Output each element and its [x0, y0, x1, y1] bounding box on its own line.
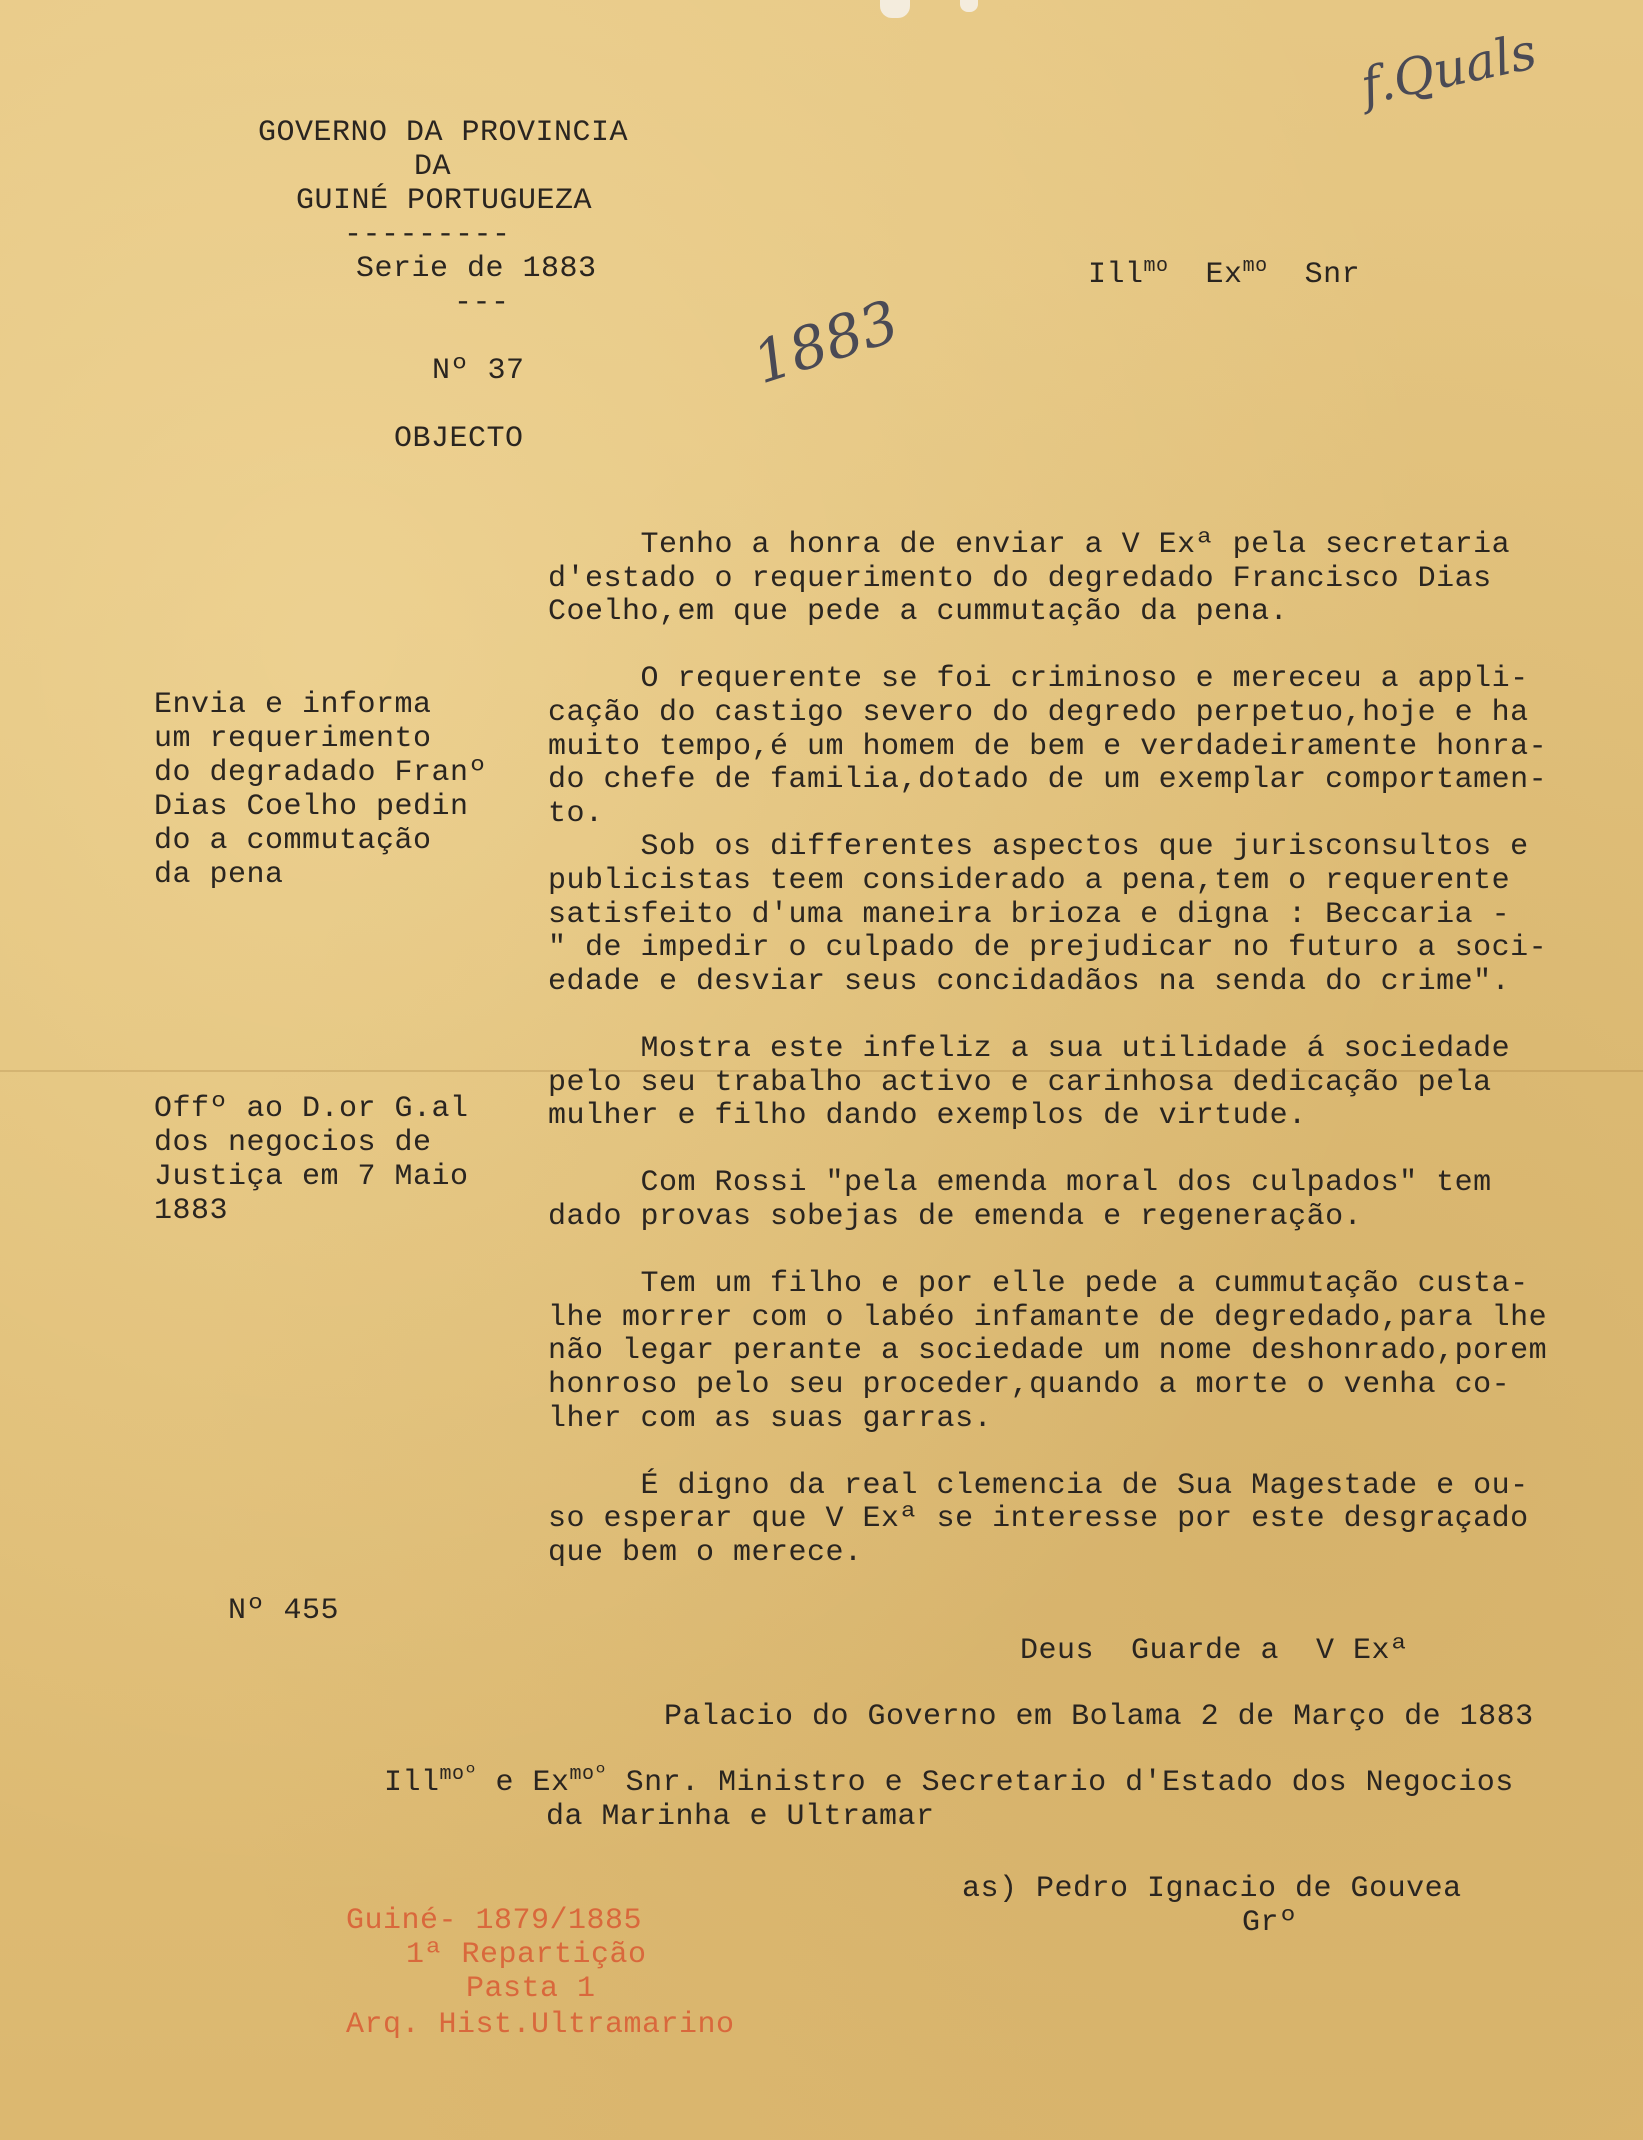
salutation: Ill$^{mo}$ $Ex^{mo}$ Snr [1088, 255, 1361, 292]
body-line: mulher e filho dando exemplos de virtude. [548, 1099, 1307, 1134]
addressee: Ill$^{moº}$ e $Ex^{moº}$ Snr. Ministro e Secretario d'Estado dos Negocios [384, 1763, 1514, 1800]
margin-summary-line: do degradado Franº [154, 756, 488, 790]
archive-stamp-line: Guiné- 1879/1885 [346, 1904, 643, 1938]
body-line: " de impedir o culpado de prejudicar no futuro a soci- [548, 931, 1548, 966]
document-number: Nº 37 [432, 354, 525, 388]
header-serie: Serie de 1883 [356, 252, 597, 286]
signatory-title: Grº [1242, 1906, 1298, 1940]
body-line: satisfeito d'uma maneira brioza e digna : Beccaria - [548, 897, 1511, 932]
paper-tear [880, 0, 910, 18]
place-date: Palacio do Governo em Bolama 2 de Março de 1883 [664, 1700, 1534, 1734]
margin-summary-line: um requerimento [154, 722, 432, 756]
body-line: Sob os differentes aspectos que jurisconsultos e [548, 830, 1529, 865]
margin-office-line: dos negocios de [154, 1126, 432, 1160]
body-line: do chefe de familia,dotado de um exemplar comportamen- [548, 763, 1548, 798]
body-line: O requerente se foi criminoso e mereceu a appli- [548, 662, 1529, 697]
header-da: DA [414, 150, 452, 184]
margin-office-line: Offº ao D.or G.al [154, 1092, 469, 1126]
body-line: publicistas teem considerado a pena,tem o requerente [548, 864, 1511, 898]
handwritten-year: 1883 [745, 286, 907, 398]
body-line: lhe morrer com o labéo infamante de degredado,para lhe [548, 1300, 1548, 1335]
body-line: edade e desviar seus concidadãos na senda do crime". [548, 964, 1511, 999]
deus-guarde: Deus Guarde a V Exª [1020, 1634, 1409, 1668]
body-line: Tenho a honra de enviar a V Exª pela secretaria [548, 528, 1511, 562]
body-line: so esperar que V Exª se interesse por este desgraçado [548, 1502, 1529, 1537]
body-line: honroso pelo seu proceder,quando a morte o venha co- [548, 1368, 1511, 1402]
body-line: to. [548, 796, 604, 831]
archive-stamp-line: Arq. Hist.Ultramarino [346, 2008, 735, 2042]
body-line: dado provas sobejas de emenda e regeneração. [548, 1200, 1363, 1234]
header-government: GOVERNO DA PROVINCIA [258, 116, 629, 150]
header-rule-short: --- [454, 286, 510, 320]
archive-stamp-line: 1ª Repartição [406, 1938, 647, 1972]
body-line: Com Rossi "pela emenda moral dos culpados" tem [548, 1166, 1492, 1201]
body-line: cação do castigo severo do degredo perpetuo,hoje e ha [548, 696, 1529, 730]
header-rule: --------- [344, 218, 511, 252]
archive-stamp-line: Pasta 1 [466, 1972, 596, 2006]
handwritten-signature: f.Quals [1355, 22, 1542, 116]
body-line: Coelho,em que pede a cummutação da pena. [548, 595, 1289, 630]
margin-summary-line: Envia e informa [154, 688, 432, 722]
body-line: muito tempo,é um homem de bem e verdadeiramente honra- [548, 729, 1548, 764]
margin-summary-line: do a commutação [154, 824, 432, 858]
body-line: lher com as suas garras. [548, 1401, 993, 1436]
objecto-label: OBJECTO [394, 422, 524, 456]
body-line: d'estado o requerimento do degredado Francisco Dias [548, 561, 1492, 596]
body-line: Tem um filho e por elle pede a cummutação custa- [548, 1267, 1529, 1302]
paper-tear [960, 0, 978, 12]
header-province: GUINÉ PORTUGUEZA [296, 184, 593, 218]
register-number: Nº 455 [228, 1594, 340, 1628]
body-line: É digno da real clemencia de Sua Magestade e ou- [548, 1468, 1529, 1503]
body-line: não legar perante a sociedade um nome deshonrado,porem [548, 1334, 1548, 1369]
margin-office-line: Justiça em 7 Maio [154, 1160, 469, 1194]
body-line: que bem o merece. [548, 1536, 863, 1570]
body-line: pelo seu trabalho activo e carinhosa dedicação pela [548, 1065, 1492, 1100]
margin-office-line: 1883 [154, 1194, 229, 1228]
addressee-line2: da Marinha e Ultramar [546, 1800, 935, 1834]
margin-summary-line: Dias Coelho pedin [154, 790, 469, 824]
signatory: as) Pedro Ignacio de Gouvea [962, 1872, 1462, 1906]
body-line: Mostra este infeliz a sua utilidade á sociedade [548, 1032, 1511, 1066]
margin-summary-line: da pena [154, 858, 284, 892]
